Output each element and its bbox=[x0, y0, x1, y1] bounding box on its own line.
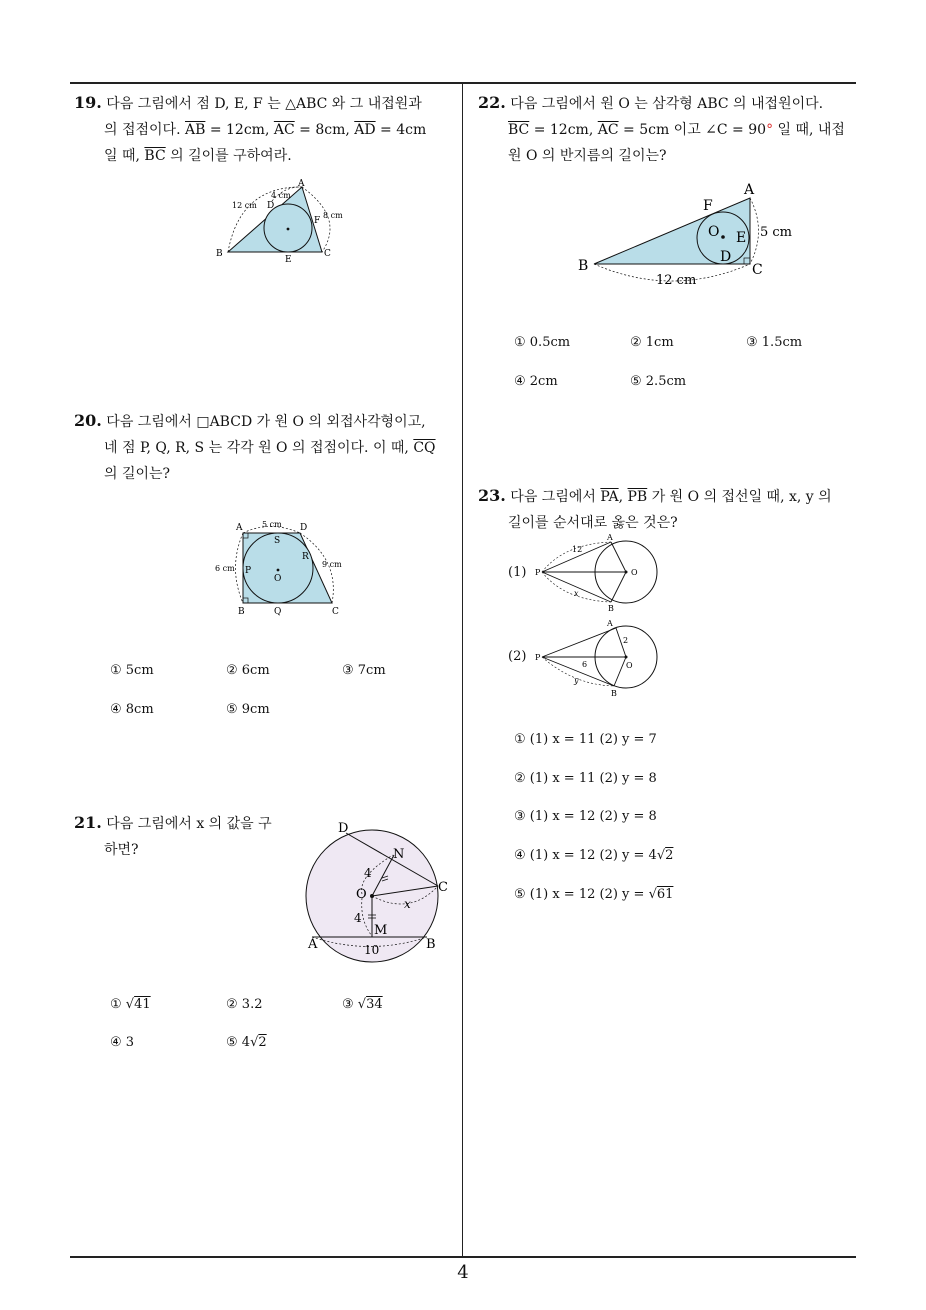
segment-label: $\overline{PA}$ bbox=[600, 489, 619, 505]
question-number: 21. bbox=[74, 813, 102, 832]
degree-sign: ° bbox=[766, 122, 774, 138]
question-text: 다음 그림에서 bbox=[510, 489, 596, 505]
choice-22-4[interactable]: ④ 2cm bbox=[514, 374, 558, 389]
point-p: P bbox=[535, 653, 541, 662]
question-text: 다음 그림에서 x 의 값을 구 bbox=[106, 816, 272, 832]
vertex-a: A bbox=[744, 182, 755, 198]
question-21 bbox=[74, 810, 294, 863]
center-o: O bbox=[631, 568, 638, 577]
question-text: 네 점 P, Q, R, S 는 각각 원 O 의 접점이다. 이 때, bbox=[104, 440, 409, 456]
choice-mark: ③ bbox=[342, 997, 354, 1012]
segment-label: $\overline{BC}$ bbox=[144, 148, 166, 164]
question-number: 23. bbox=[478, 486, 506, 505]
label-8cm: 8 cm bbox=[323, 211, 343, 220]
point-p: P bbox=[535, 568, 541, 577]
choice-mark: ① bbox=[514, 732, 526, 747]
point-e: E bbox=[736, 230, 747, 246]
question-text: 의 길이는? bbox=[104, 466, 171, 482]
label-2: 2 bbox=[623, 636, 629, 645]
sqrt-sign: √ bbox=[250, 1035, 259, 1050]
choice-21-3[interactable] bbox=[342, 997, 383, 1012]
label-x: x bbox=[404, 897, 411, 911]
label-ab: 10 bbox=[364, 943, 380, 957]
question-text: 일 때, 내접 bbox=[773, 122, 845, 138]
figure-23-1-tangents bbox=[534, 532, 664, 614]
point-c: C bbox=[438, 880, 448, 895]
choice-20-1[interactable]: ① 5cm bbox=[110, 663, 154, 678]
point-a: A bbox=[607, 533, 613, 542]
choice-value: 4 bbox=[241, 1035, 251, 1050]
segment-label: $\overline{BC}$ bbox=[508, 122, 530, 138]
page-number: 4 bbox=[457, 1262, 469, 1283]
value-text: = 4cm bbox=[375, 122, 427, 138]
question-text: 다음 그림에서 □ABCD 가 원 O 의 외접사각형이고, bbox=[106, 414, 426, 430]
sqrt-sign: √ bbox=[357, 997, 367, 1012]
point-b: B bbox=[608, 604, 614, 613]
figure-label-1: (1) bbox=[508, 565, 527, 580]
question-22 bbox=[478, 90, 863, 169]
point-n: N bbox=[393, 847, 405, 862]
question-number: 20. bbox=[74, 411, 102, 430]
point-q: Q bbox=[274, 607, 282, 617]
choice-20-3[interactable]: ③ 7cm bbox=[342, 663, 386, 678]
choice-20-5[interactable]: ⑤ 9cm bbox=[226, 702, 270, 717]
point-r: R bbox=[302, 552, 309, 562]
point-p: P bbox=[245, 566, 252, 576]
vertex-c: C bbox=[332, 607, 339, 617]
question-text: 의 접점이다. bbox=[104, 122, 181, 138]
choice-value: 61 bbox=[656, 887, 674, 902]
segment-label: $\overline{AD}$ bbox=[354, 122, 376, 138]
value-text: = 5cm 이고 ∠C = 90 bbox=[618, 122, 767, 138]
vertex-c: C bbox=[324, 249, 331, 259]
choice-value: 34 bbox=[366, 997, 383, 1012]
question-text: 가 원 O 의 접선일 때, x, y 의 bbox=[651, 489, 832, 505]
segment-label: $\overline{AC}$ bbox=[273, 122, 295, 138]
vertex-b: B bbox=[578, 258, 589, 274]
point-m: M bbox=[374, 923, 388, 938]
choice-mark: ② bbox=[226, 997, 238, 1012]
label-12: 12 bbox=[572, 545, 583, 554]
choice-23-3[interactable] bbox=[514, 809, 657, 824]
label-top-5cm: 5 cm bbox=[262, 520, 282, 529]
sqrt-sign: √ bbox=[656, 848, 666, 863]
question-text: 의 길이를 구하여라. bbox=[170, 148, 292, 164]
point-b: B bbox=[611, 689, 617, 698]
question-text: 하면? bbox=[104, 842, 139, 858]
vertex-c: C bbox=[752, 262, 763, 278]
choice-value: (1) x = 11 (2) y = 7 bbox=[529, 732, 657, 747]
choice-23-4[interactable] bbox=[514, 848, 673, 863]
question-20 bbox=[74, 408, 459, 487]
figure-23-2-tangents bbox=[534, 617, 664, 699]
segment-label: $\overline{PB}$ bbox=[627, 489, 648, 505]
label-x: x bbox=[574, 589, 579, 598]
label-6: 6 bbox=[582, 660, 588, 669]
point-f: F bbox=[314, 216, 321, 226]
value-text: = 8cm, bbox=[294, 122, 350, 138]
question-text: 원 O 의 반지름의 길이는? bbox=[508, 148, 667, 164]
choice-21-5[interactable] bbox=[226, 1035, 267, 1050]
vertex-b: B bbox=[216, 249, 223, 259]
figure-19-triangle bbox=[210, 178, 350, 266]
point-f: F bbox=[703, 198, 713, 214]
choice-22-3[interactable]: ③ 1.5cm bbox=[746, 335, 803, 350]
point-e: E bbox=[285, 255, 292, 265]
center-o: O bbox=[274, 574, 282, 584]
choice-value: 2 bbox=[258, 1035, 267, 1050]
label-on: 4 bbox=[364, 866, 372, 880]
point-b: B bbox=[426, 937, 436, 952]
point-a: A bbox=[308, 937, 318, 952]
question-number: 19. bbox=[74, 93, 102, 112]
question-text: 다음 그림에서 원 O 는 삼각형 ABC 의 내접원이다. bbox=[510, 96, 824, 112]
choice-mark: ④ bbox=[514, 848, 526, 863]
vertex-a: A bbox=[236, 523, 243, 533]
question-19 bbox=[74, 90, 459, 169]
choice-21-4[interactable] bbox=[110, 1035, 134, 1050]
center-o: O bbox=[626, 661, 633, 670]
figure-label-2: (2) bbox=[508, 649, 527, 664]
label-12cm: 12 cm bbox=[232, 201, 257, 210]
choice-mark: ⑤ bbox=[514, 887, 526, 902]
choice-value: 3 bbox=[125, 1035, 135, 1050]
segment-label: $\overline{AB}$ bbox=[184, 122, 206, 138]
value-text: = 12cm, bbox=[529, 122, 594, 138]
choice-20-2[interactable]: ② 6cm bbox=[226, 663, 270, 678]
figure-22-right-triangle bbox=[572, 176, 802, 294]
choice-21-2[interactable] bbox=[226, 997, 262, 1012]
choice-value: 2 bbox=[665, 848, 674, 863]
segment-label: $\overline{CQ}$ bbox=[413, 440, 436, 456]
sqrt-sign: √ bbox=[648, 887, 657, 902]
center-o: O bbox=[356, 887, 367, 902]
point-s: S bbox=[274, 536, 281, 546]
choice-20-4[interactable]: ④ 8cm bbox=[110, 702, 154, 717]
label-left-6cm: 6 cm bbox=[215, 564, 235, 573]
choice-mark: ③ bbox=[514, 809, 526, 824]
choice-22-5[interactable]: ⑤ 2.5cm bbox=[630, 374, 687, 389]
choice-mark: ② bbox=[514, 771, 526, 786]
label-right-9cm: 9 cm bbox=[322, 560, 342, 569]
label-4cm: 4 cm bbox=[271, 191, 291, 200]
choice-value: (1) x = 12 (2) y = bbox=[529, 887, 649, 902]
point-d: D bbox=[267, 201, 275, 211]
point-d: D bbox=[338, 821, 349, 836]
point-d: D bbox=[720, 249, 732, 265]
center-o: O bbox=[708, 224, 720, 240]
sqrt-sign: √ bbox=[125, 997, 135, 1012]
vertex-a: A bbox=[298, 179, 305, 189]
question-text: 다음 그림에서 점 D, E, F 는 △ABC 와 그 내접원과 bbox=[106, 96, 422, 112]
choice-mark: ④ bbox=[110, 1035, 122, 1050]
label-y: y bbox=[574, 676, 579, 685]
choice-23-2[interactable] bbox=[514, 771, 657, 786]
choice-value: (1) x = 12 (2) y = 4 bbox=[529, 848, 657, 863]
choice-mark: ① bbox=[110, 997, 122, 1012]
figure-20-trapezoid bbox=[210, 515, 360, 620]
label-om: 4 bbox=[354, 911, 362, 925]
choice-mark: ⑤ bbox=[226, 1035, 238, 1050]
value-text: = 12cm, bbox=[205, 122, 270, 138]
choice-22-2[interactable]: ② 1cm bbox=[630, 335, 674, 350]
top-rule bbox=[70, 82, 856, 84]
choice-23-1[interactable] bbox=[514, 732, 657, 747]
label-12cm: 12 cm bbox=[656, 273, 697, 288]
point-a: A bbox=[607, 619, 613, 628]
segment-label: $\overline{AC}$ bbox=[597, 122, 619, 138]
vertex-d: D bbox=[300, 523, 308, 533]
choice-22-1[interactable]: ① 0.5cm bbox=[514, 335, 571, 350]
bottom-rule bbox=[70, 1256, 856, 1258]
choice-value: (1) x = 12 (2) y = 8 bbox=[529, 809, 657, 824]
choice-value: 41 bbox=[134, 997, 151, 1012]
label-5cm: 5 cm bbox=[760, 225, 793, 240]
choice-21-1[interactable] bbox=[110, 997, 151, 1012]
choice-23-5[interactable] bbox=[514, 887, 673, 902]
figure-21-circle bbox=[300, 816, 460, 966]
choice-value: 3.2 bbox=[241, 997, 263, 1012]
column-divider bbox=[462, 82, 463, 1257]
question-text: 길이를 순서대로 옳은 것은? bbox=[508, 515, 678, 531]
vertex-b: B bbox=[238, 607, 245, 617]
question-23: 23. 다음 그림에서 $\overline{PA}$, $\overline{PB}$ 가 원 O 의 접선일 때, x, y 의 길이를 순서대로 옳은 것은? bbox=[478, 486, 832, 531]
question-number: 22. bbox=[478, 93, 506, 112]
choice-value: (1) x = 11 (2) y = 8 bbox=[529, 771, 657, 786]
question-text: 일 때, bbox=[104, 148, 140, 164]
